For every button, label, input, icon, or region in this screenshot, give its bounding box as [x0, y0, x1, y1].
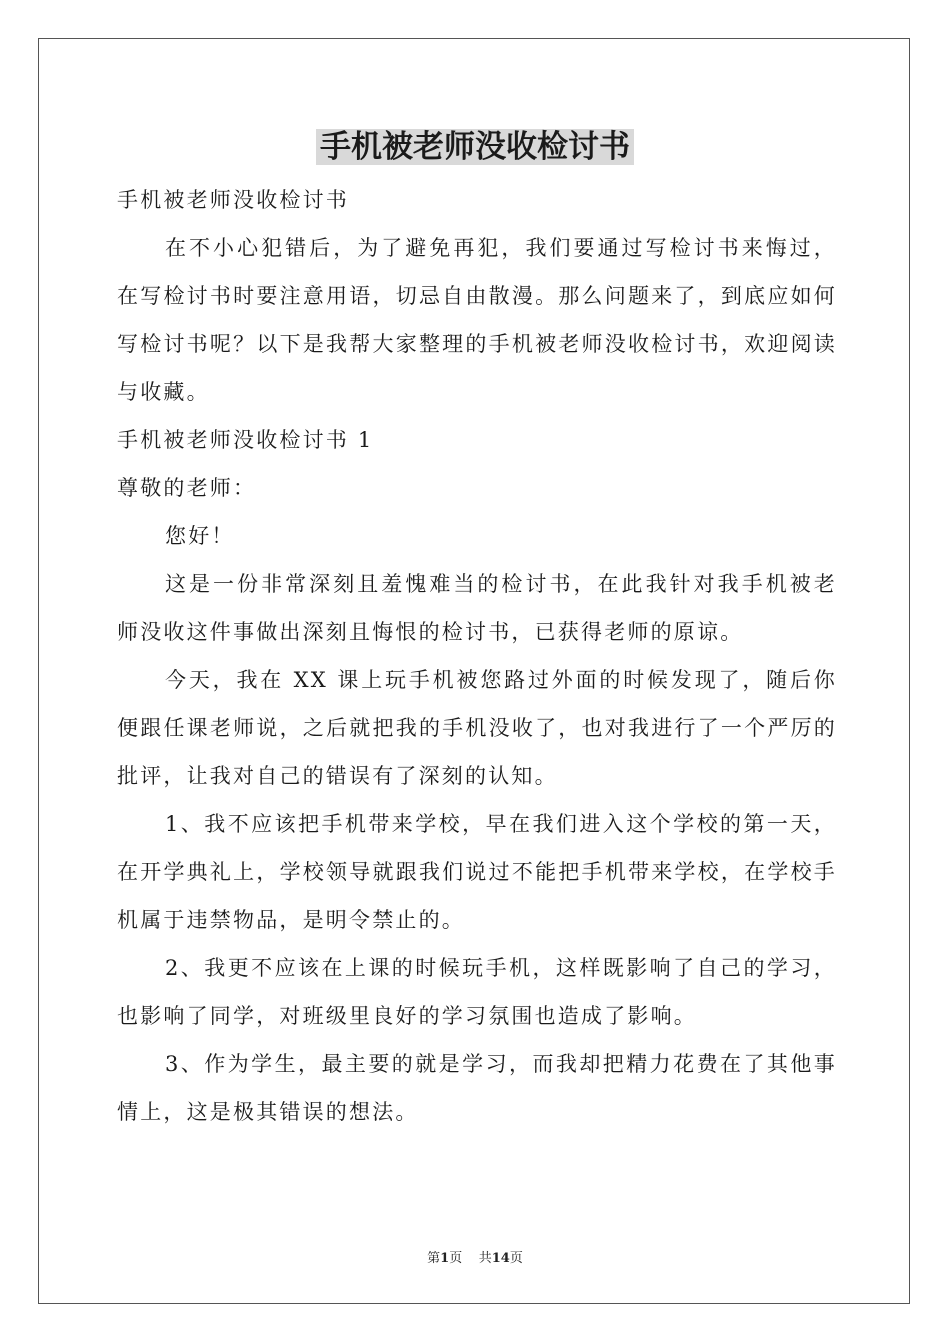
body-paragraph: 3、作为学生，最主要的就是学习，而我却把精力花费在了其他事情上，这是极其错误的想法。 [117, 1052, 837, 1124]
page-current: 1 [440, 1251, 450, 1266]
total-prefix: 共 [478, 1251, 492, 1266]
page-unit: 页 [449, 1251, 463, 1266]
body-paragraph: 1、我不应该把手机带来学校，早在我们进入这个学校的第一天，在开学典礼上，学校领导就跟我们说过不能把手机带来学校，在学校手机属于违禁物品，是明令禁止的。 [117, 812, 837, 932]
body-paragraph: 这是一份非常深刻且羞愧难当的检讨书，在此我针对我手机被老师没收这件事做出深刻且悔恨的检讨书，已获得老师的原谅。 [117, 572, 837, 644]
intro-paragraph: 在不小心犯错后，为了避免再犯，我们要通过写检讨书来悔过，在写检讨书时要注意用语，切忌自由散漫。那么问题来了，到底应如何写检讨书呢？以下是我帮大家整理的手机被老师没收检讨书，欢迎阅读与收藏。 [117, 236, 837, 404]
page-prefix: 第 [427, 1251, 441, 1266]
body-paragraph: 2、我更不应该在上课的时候玩手机，这样既影响了自己的学习，也影响了同学，对班级里良好的学习氛围也造成了影响。 [117, 956, 837, 1028]
page-footer [0, 1247, 950, 1266]
document-title-text: 手机被老师没收检讨书 [316, 129, 634, 165]
body-paragraph: 今天，我在 XX 课上玩手机被您路过外面的时候发现了，随后你便跟任课老师说，之后就把我的手机没收了，也对我进行了一个严厉的批评，让我对自己的错误有了深刻的认知。 [117, 668, 837, 788]
document-body [117, 176, 837, 1136]
subtitle-line: 手机被老师没收检讨书 [117, 188, 349, 212]
total-unit: 页 [509, 1251, 523, 1266]
document-title [0, 124, 950, 170]
greeting: 您好！ [165, 524, 235, 548]
page-total: 14 [491, 1251, 510, 1266]
salutation: 尊敬的老师： [117, 476, 257, 500]
section-heading: 手机被老师没收检讨书 1 [117, 428, 374, 452]
